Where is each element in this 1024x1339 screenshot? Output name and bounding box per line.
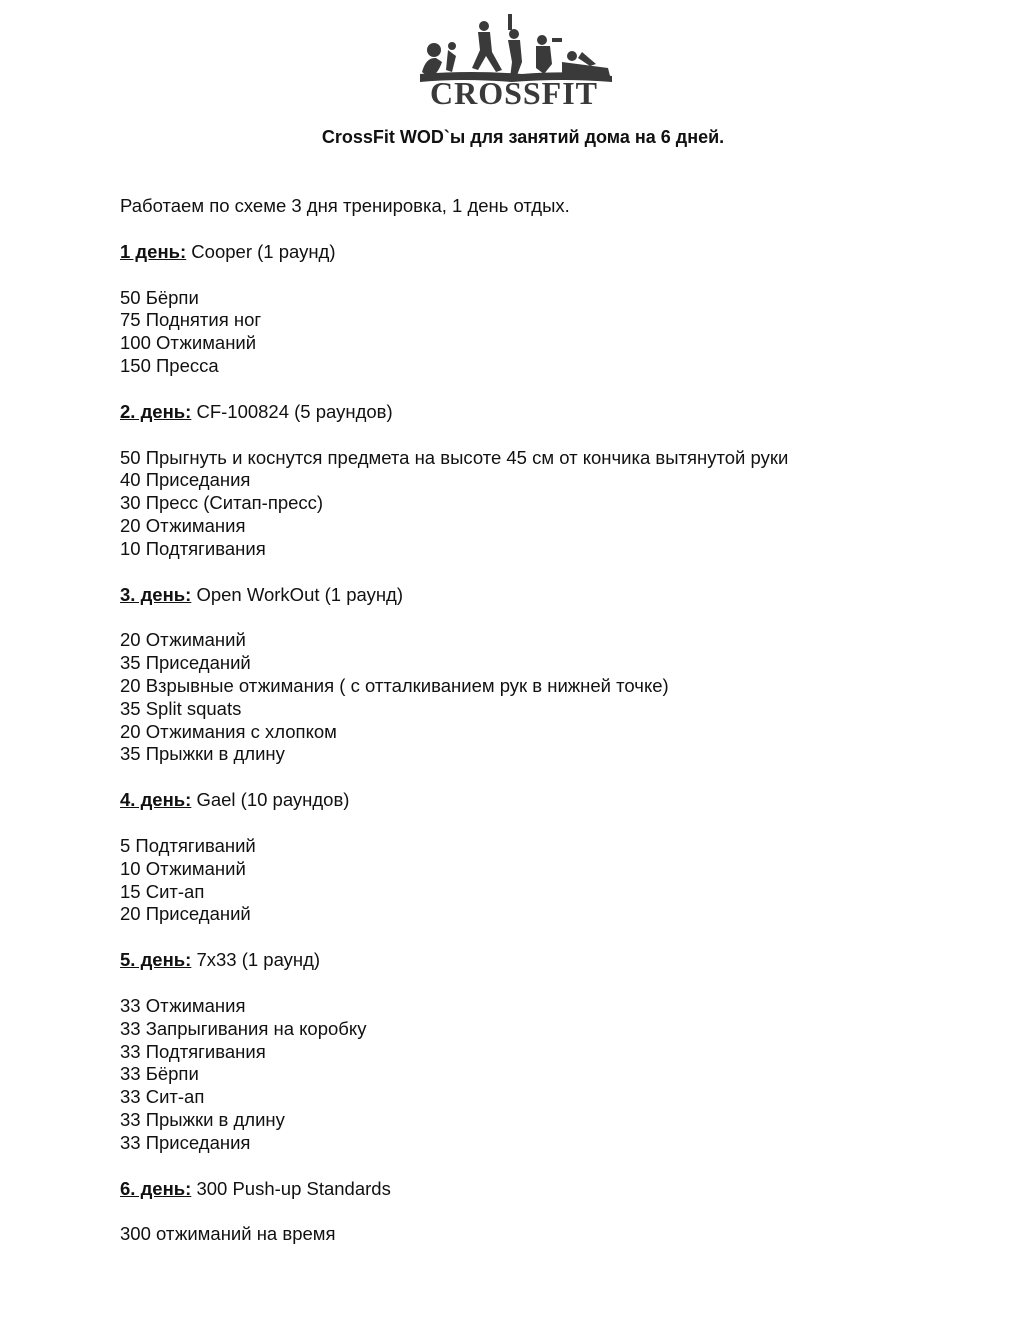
exercise-item: 50 Прыгнуть и коснутся предмета на высоте 45 см от кончика вытянутой руки xyxy=(120,446,789,468)
exercise-list xyxy=(120,1223,980,1246)
day-block xyxy=(120,241,980,378)
exercise-list xyxy=(120,629,980,766)
day-block xyxy=(120,949,980,1154)
exercise-item: 30 Пресс (Ситап-пресс) xyxy=(120,492,324,514)
exercise-item: 10 Отжиманий xyxy=(120,857,246,879)
exercise-item: 33 Приседания xyxy=(120,1131,251,1153)
exercise-item: 75 Поднятия ног xyxy=(120,309,262,331)
exercise-item: 35 Split squats xyxy=(120,697,242,719)
day-block xyxy=(120,584,980,767)
day-heading xyxy=(120,401,980,424)
day-label: 1 день: xyxy=(120,240,187,262)
document-title: CrossFit WOD`ы для занятий дома на 6 дней. xyxy=(321,127,725,147)
exercise-item: 35 Приседаний xyxy=(120,652,251,674)
day-heading xyxy=(120,949,980,972)
exercise-item: 20 Отжимания xyxy=(120,514,246,536)
workout-name: 7x33 (1 раунд) xyxy=(191,949,321,971)
day-block xyxy=(120,1178,980,1247)
day-label: 6. день: xyxy=(120,1177,192,1199)
workout-name: CF-100824 (5 раундов) xyxy=(191,400,393,422)
exercise-item: 20 Отжимания с хлопком xyxy=(120,720,337,742)
exercise-item: 33 Бёрпи xyxy=(120,1063,199,1085)
exercise-item: 5 Подтягиваний xyxy=(120,834,256,856)
exercise-item: 15 Сит-ап xyxy=(120,880,205,902)
exercise-item: 20 Приседаний xyxy=(120,903,251,925)
document-body xyxy=(120,195,980,1269)
day-heading xyxy=(120,789,980,812)
exercise-item: 20 Взрывные отжимания ( с отталкиванием рук в нижней точке) xyxy=(120,674,669,696)
intro-text: Работаем по схеме 3 дня тренировка, 1 день отдых. xyxy=(120,195,570,216)
crossfit-logo xyxy=(412,12,617,107)
workout-name: Open WorkOut (1 раунд) xyxy=(191,583,404,605)
day-heading xyxy=(120,1178,980,1201)
day-heading xyxy=(120,584,980,607)
day-label: 3. день: xyxy=(120,583,192,605)
crossfit-logo-text: CROSSFIT xyxy=(429,75,599,107)
day-block xyxy=(120,789,980,926)
exercise-list xyxy=(120,995,980,1155)
exercise-item: 50 Бёрпи xyxy=(120,286,199,308)
exercise-item: 33 Отжимания xyxy=(120,994,246,1016)
workout-name: Cooper (1 раунд) xyxy=(186,240,336,262)
exercise-item: 10 Подтягивания xyxy=(120,537,266,559)
workout-name: Gael (10 раундов) xyxy=(191,789,350,811)
day-label: 4. день: xyxy=(120,789,192,811)
exercise-item: 40 Приседания xyxy=(120,469,251,491)
exercise-item: 35 Прыжки в длину xyxy=(120,743,285,765)
day-label: 5. день: xyxy=(120,949,192,971)
exercise-item: 33 Сит-ап xyxy=(120,1086,205,1108)
day-label: 2. день: xyxy=(120,400,192,422)
exercise-item: 300 отжиманий на время xyxy=(120,1223,336,1245)
exercise-item: 33 Прыжки в длину xyxy=(120,1108,285,1130)
days-list xyxy=(120,241,980,1246)
exercise-item: 33 Запрыгивания на коробку xyxy=(120,1017,367,1039)
day-block xyxy=(120,401,980,561)
exercise-list xyxy=(120,447,980,561)
exercise-list xyxy=(120,287,980,378)
day-heading xyxy=(120,241,980,264)
exercise-list xyxy=(120,835,980,926)
exercise-item: 33 Подтягивания xyxy=(120,1040,266,1062)
exercise-item: 150 Пресса xyxy=(120,354,219,376)
workout-name: 300 Push-up Standards xyxy=(191,1177,391,1199)
exercise-item: 20 Отжиманий xyxy=(120,629,246,651)
exercise-item: 100 Отжиманий xyxy=(120,332,257,354)
